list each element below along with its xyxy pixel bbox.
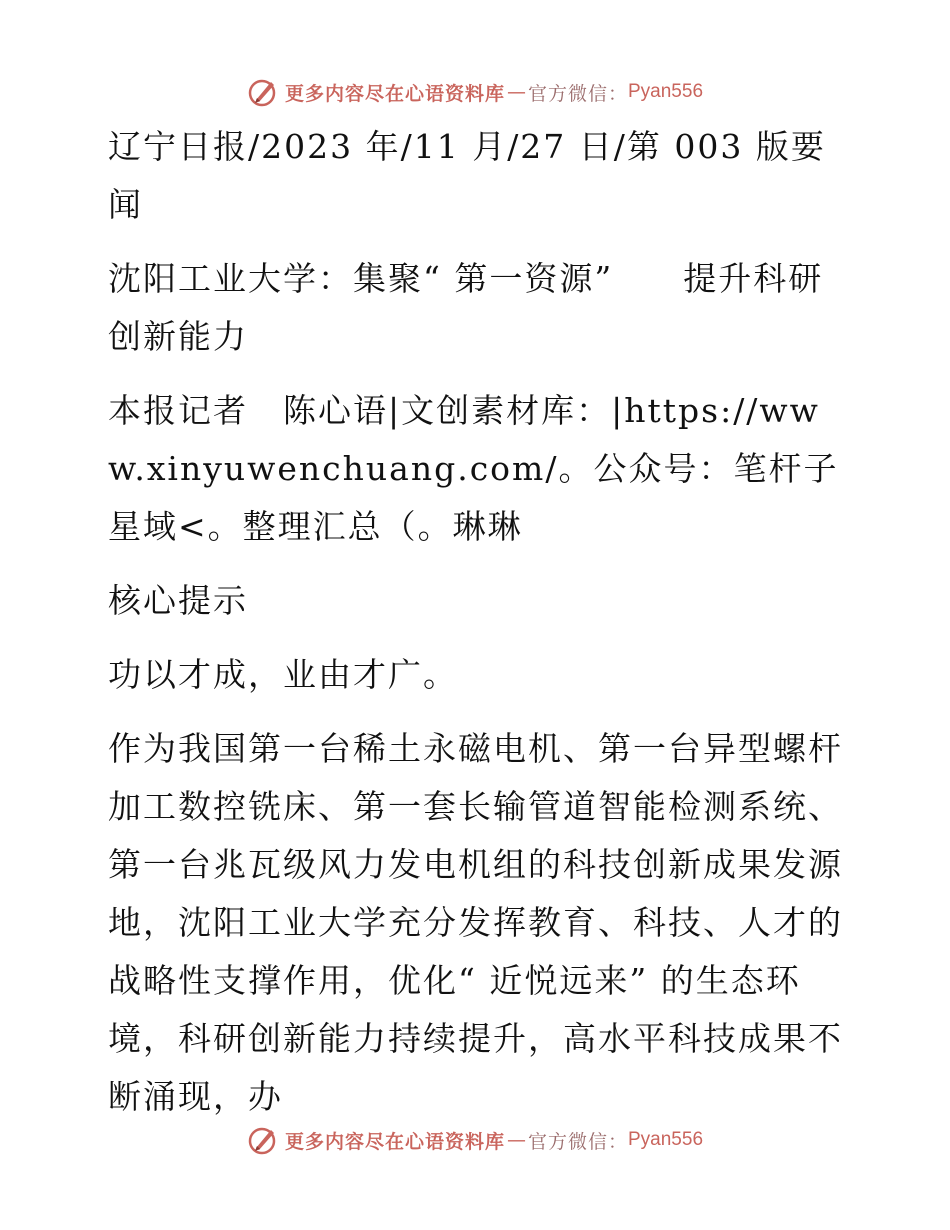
banner-text: 更多内容尽在心语资料库 — [284, 1130, 505, 1153]
watermark-banner-bottom — [0, 1120, 950, 1160]
byline: 本报记者 陈心语|文创素材库：|https://www.xinyuwenchuang.com/。公众号：笔杆子星域<。整理汇总（。琳琳 — [108, 391, 839, 546]
banner-dash: — — [506, 81, 526, 103]
motto: 功以才成，业由才广。 — [108, 655, 458, 694]
watermark-banner-top — [0, 72, 950, 112]
banner-dash: — — [506, 1129, 526, 1151]
article-body — [96, 118, 856, 1142]
banner-wechat-label: 官方微信： — [527, 82, 628, 105]
article-title: 沈阳工业大学：集聚“ 第一资源” 提升科研创新能力 — [108, 259, 824, 356]
quill-pen-icon — [247, 1124, 279, 1156]
banner-wechat-label: 官方微信： — [527, 1130, 628, 1153]
section-label: 核心提示 — [108, 581, 248, 620]
body-paragraph: 作为我国第一台稀土永磁电机、第一台异型螺杆加工数控铣床、第一套长输管道智能检测系统、第一台兆瓦级风力发电机组的科技创新成果发源地，沈阳工业大学充分发挥教育、科技、人才的战略性支撑作用，优化“ 近悦远来” 的生态环境，科研创新能力持续提升，高水平科技成果不断涌现，办 — [108, 729, 843, 1116]
quill-pen-icon — [247, 76, 279, 108]
banner-text: 更多内容尽在心语资料库 — [284, 82, 505, 105]
banner-wechat-id: Pyan556 — [628, 1129, 704, 1150]
banner-wechat-id: Pyan556 — [628, 81, 704, 102]
dateline: 辽宁日报/2023 年/11 月/27 日/第 003 版要闻 — [108, 127, 826, 224]
